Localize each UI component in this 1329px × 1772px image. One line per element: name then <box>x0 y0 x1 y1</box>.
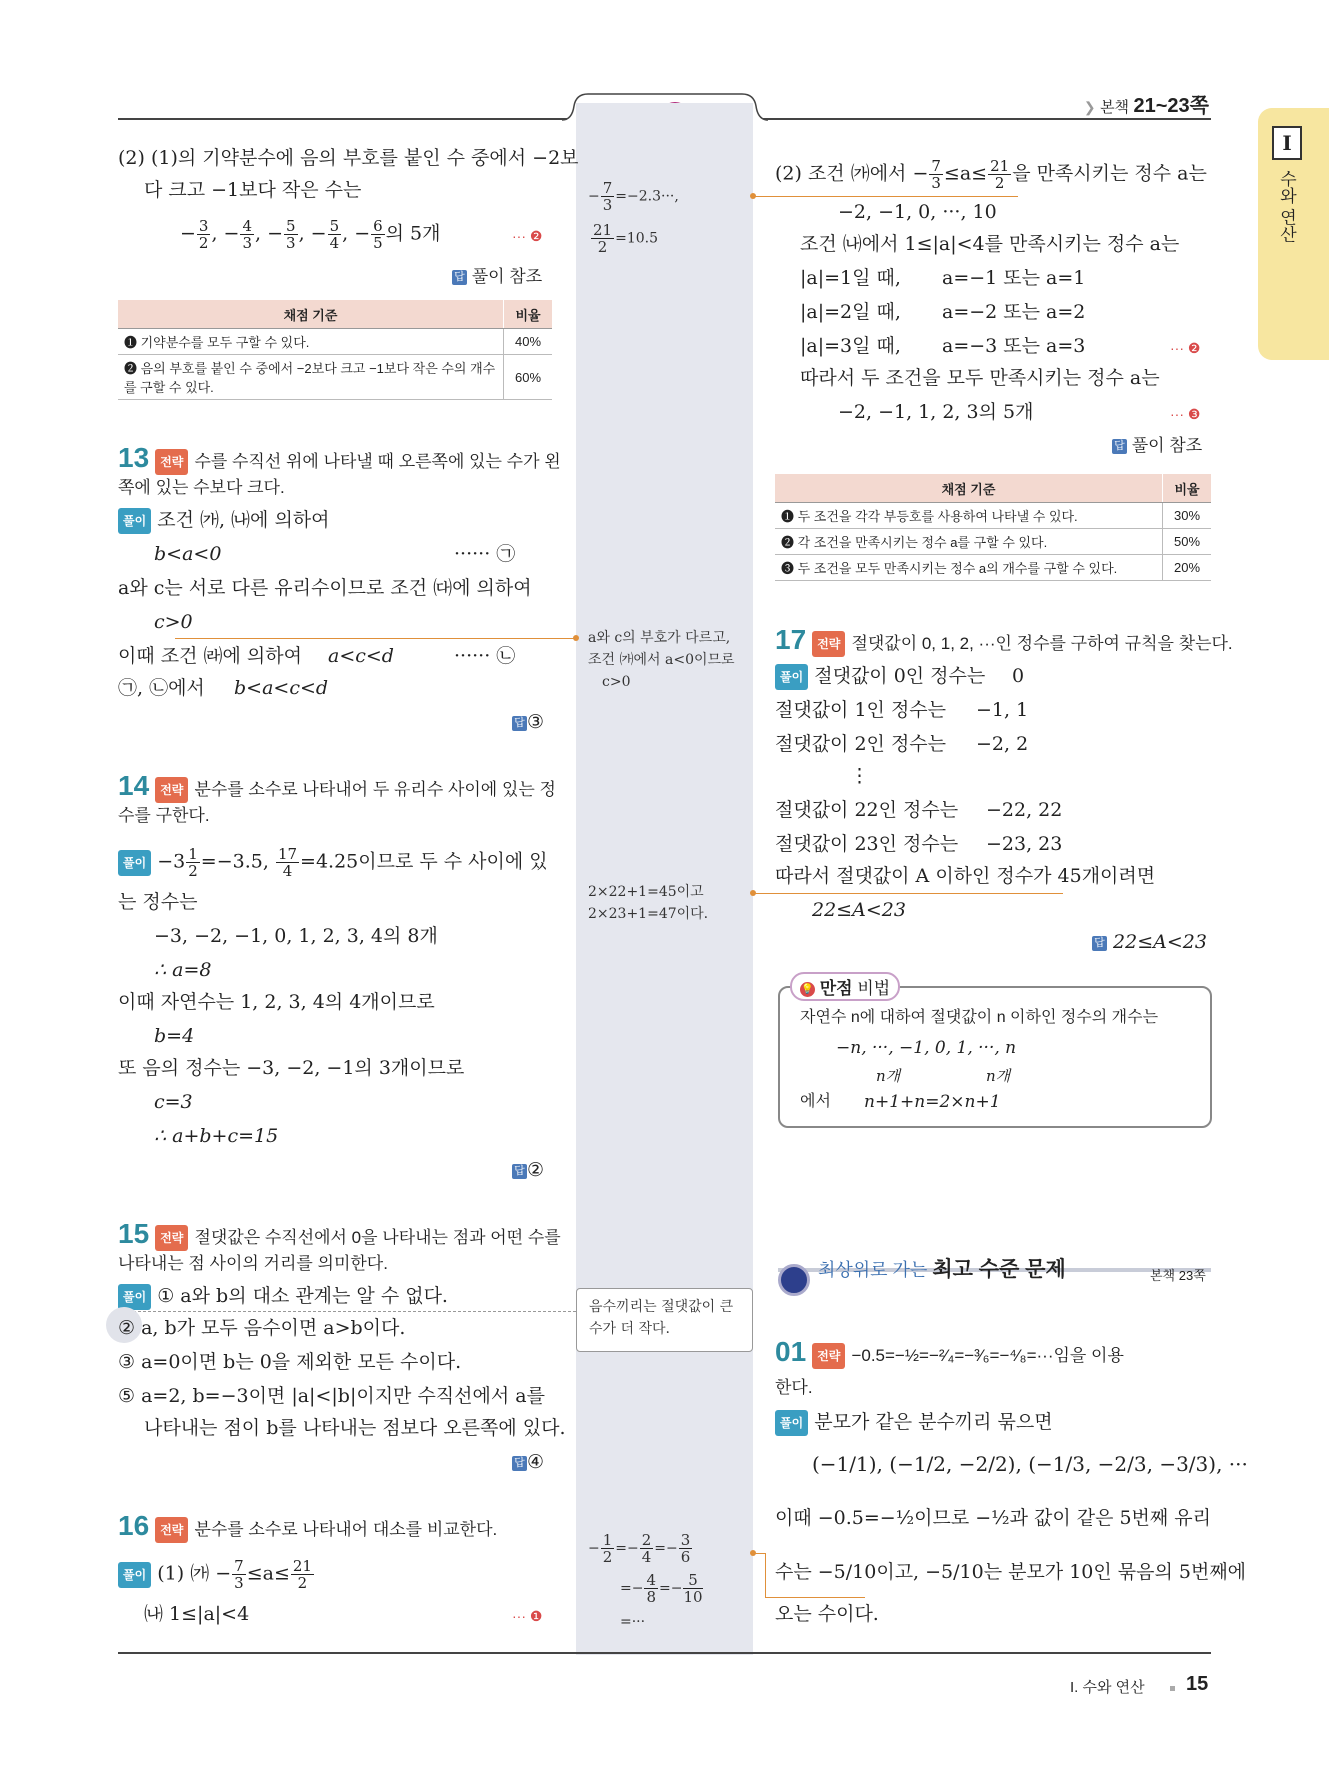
solution-tag: 풀이 <box>118 1284 151 1310</box>
answer-icon: 답 <box>1092 936 1107 951</box>
page-reference: ❯ 본책 21~23쪽 <box>1083 95 1209 117</box>
p17-row2-val: −2, 2 <box>976 733 1029 755</box>
section-title: 최상위로 가는 최고 수준 문제 <box>818 1258 1066 1281</box>
p14-title: 14 전략 분수를 소수로 나타내어 두 유리수 사이에 있는 정 <box>118 770 556 801</box>
connector-01c <box>765 1597 865 1598</box>
p01-l3: 이때 −0.5=−½이므로 −½과 값이 같은 5번째 유리 <box>775 1507 1212 1529</box>
strategy-tag: 전략 <box>812 631 845 657</box>
p13-title2: 쪽에 있는 수보다 크다. <box>118 478 285 497</box>
strategy-tag: 전략 <box>155 449 188 475</box>
tip-l3a: 에서 <box>800 1093 831 1110</box>
side-note-3b: 2×23+1=47이다. <box>588 906 709 922</box>
p17-l8: 22≤A<23 <box>812 899 906 921</box>
connector-dot <box>750 193 756 199</box>
answer-icon: 답 <box>512 716 527 731</box>
strategy-tag: 전략 <box>812 1343 845 1369</box>
side-note-1: − $\frac{7}{3}$ =−2.3···, <box>588 179 679 214</box>
p16-mark: ··· ❶ <box>512 1608 543 1624</box>
chapter-tab[interactable] <box>1258 108 1329 360</box>
p16b-l6b: a=−3 또는 a=3 <box>942 335 1086 357</box>
p12-line1: (2) (1)의 기약분수에 음의 부호를 붙인 수 중에서 −2보 <box>118 147 579 169</box>
side-note-5c: =··· <box>620 1614 646 1630</box>
chapter-title: 수와 연산 <box>1277 170 1296 243</box>
tip-l2: −n, ···, −1, 0, 1, ···, n <box>836 1038 1017 1058</box>
p13-l4: c>0 <box>154 611 193 633</box>
p16b-l2: −2, −1, 0, ···, 10 <box>838 201 997 223</box>
p16-l2: ㈏ 1≤|a|<4 <box>144 1603 250 1625</box>
p16b-l6a: |a|=3일 때, <box>800 335 901 357</box>
p12-line2: 다 크고 −1보다 작은 수는 <box>144 179 362 201</box>
connector-13 <box>175 638 577 639</box>
lightbulb-icon: 💡 <box>801 984 814 996</box>
answer-icon: 답 <box>452 270 467 285</box>
grading-table-1: 채점 기준 비율 ❶ 기약분수를 모두 구할 수 있다. 40% ❷ 음의 부호를 붙인 수 중에서 −2보다 크고 −1보다 작은 수의 개수를 구할 수 있다. 60% <box>118 300 552 400</box>
p16b-ref: 답 풀이 참조 <box>1112 434 1202 458</box>
p14-l2: 는 정수는 <box>118 891 198 913</box>
strategy-tag: 전략 <box>155 1225 188 1251</box>
p17-title: 17 전략 절댓값이 0, 1, 2, ···인 정수를 구하여 규칙을 찾는다. <box>775 624 1233 655</box>
p17-answer: 답 22≤A<23 <box>1092 930 1207 954</box>
connector-dot <box>750 1550 756 1556</box>
p12-mark: ··· ❷ <box>512 228 543 244</box>
p15-l4: ⑤ a=2, b=−3이면 |a|<|b|이지만 수직선에서 a를 <box>118 1385 545 1407</box>
connector-16a <box>753 196 1018 197</box>
tip-under2: n개 <box>986 1067 1011 1085</box>
p01-title2: 한다. <box>775 1378 813 1397</box>
p15-l5: 나타내는 점이 b를 나타내는 점보다 오른쪽에 있다. <box>144 1417 566 1439</box>
solution-tag: 풀이 <box>118 508 151 534</box>
section-ref: 본책 23쪽 <box>1150 1268 1206 1283</box>
p14-l7: 또 음의 정수는 −3, −2, −1의 3개이므로 <box>118 1057 465 1079</box>
tip-l3b: n+1+n=2×n+1 <box>864 1092 1001 1112</box>
table-row: ❷ 각 조건을 만족시키는 정수 a를 구할 수 있다. 50% <box>775 529 1211 555</box>
p14-l1: 풀이 −3 $\frac{1}{2}$ =−3.5, $\frac{17}{4}$ =4.25이므로 두 수 사이에 있 <box>118 846 548 879</box>
chapter-roman: I <box>1272 126 1302 160</box>
p17-ellipsis: ⋮ <box>850 765 869 787</box>
p12-ref: 답 풀이 참조 <box>452 265 542 289</box>
chevron-right-icon: ❯ <box>1083 99 1096 115</box>
p13-l6a: ㉠, ㉡에서 <box>118 677 205 699</box>
side-note-1b: $\frac{21}{2}$ =10.5 <box>593 221 658 256</box>
p16b-l4a: |a|=1일 때, <box>800 267 901 289</box>
p14-l5: 이때 자연수는 1, 2, 3, 4의 4개이므로 <box>118 991 435 1013</box>
p15-answer: 답 ④ <box>512 1450 544 1474</box>
p17-row1: 절댓값이 1인 정수는 <box>775 699 946 721</box>
tip-under1: n개 <box>876 1067 901 1085</box>
p01-title: 01 전략 −0.5=−½=−²⁄₄=−³⁄₆=−⁴⁄₈=···임을 이용 <box>775 1336 1124 1367</box>
p16b-l5b: a=−2 또는 a=2 <box>942 301 1086 323</box>
p17-row1-val: −1, 1 <box>976 699 1029 721</box>
p13-l5a: 이때 조건 ㈑에 의하여 <box>118 645 302 667</box>
p17-row0-val: 0 <box>1012 665 1025 687</box>
solution-tag: 풀이 <box>775 1410 808 1436</box>
p14-l9: ∴ a+b+c=15 <box>154 1125 279 1147</box>
connector-15 <box>118 1311 576 1312</box>
p17-row2: 절댓값이 2인 정수는 <box>775 733 946 755</box>
p17-row5-val: −23, 23 <box>986 833 1063 855</box>
side-note-5: − $\frac{1}{2}$ =− $\frac{2}{4}$ =− $\frac{3}{6}$ <box>588 1531 691 1566</box>
p16b-mark2: ··· ❷ <box>1170 340 1201 356</box>
p13-title: 13 전략 수를 수직선 위에 나타낼 때 오른쪽에 있는 수가 왼 <box>118 442 561 473</box>
p15-l2: ② a, b가 모두 음수이면 a>b이다. <box>118 1317 406 1339</box>
p17-l7: 따라서 절댓값이 A 이하인 정수가 45개이려면 <box>775 865 1156 887</box>
p01-l4: 수는 −5/10이고, −5/10는 분모가 10인 묶음의 5번째에 <box>775 1561 1247 1583</box>
side-note-4-box: 음수끼리는 절댓값이 큰 수가 더 작다. <box>576 1288 753 1352</box>
p16-l1: 풀이 (1) ㈎ − $\frac{7}{3}$ ≤a≤ $\frac{21}{2}$ <box>118 1558 315 1591</box>
p13-l2: b<a<0 <box>154 543 222 565</box>
strategy-tag: 전략 <box>155 1517 188 1543</box>
p16b-l5a: |a|=2일 때, <box>800 301 901 323</box>
p14-title2: 수를 구한다. <box>118 806 210 825</box>
p15-title2: 나타내는 점 사이의 거리를 의미한다. <box>118 1254 388 1273</box>
p01-l5: 오는 수이다. <box>775 1603 879 1625</box>
p13-l5-mark: ······ ㉡ <box>454 645 516 667</box>
p01-l1: 풀이 분모가 같은 분수끼리 묶으면 <box>775 1410 1053 1436</box>
answer-icon: 답 <box>512 1164 527 1179</box>
side-note-5b: =− $\frac{4}{8}$ =− $\frac{5}{10}$ <box>620 1571 703 1606</box>
answer-icon: 답 <box>512 1456 527 1471</box>
side-note-2a: a와 c의 부호가 다르고, <box>588 630 731 646</box>
connector-01b <box>765 1553 766 1597</box>
footer-chapter: I. 수와 연산 <box>1070 1679 1145 1696</box>
grading-table-2: 채점 기준 비율 ❶ 두 조건을 각각 부등호를 사용하여 나타낼 수 있다. 30% ❷ 각 조건을 만족시키는 정수 a를 구할 수 있다. 50% ❸ 두 조건을 모두 만족시키는 정수 a의 개수를 구할 수 있다. 20% <box>775 474 1211 581</box>
p16b-l3: 조건 ㈏에서 1≤|a|<4를 만족시키는 정수 a는 <box>800 233 1180 255</box>
p15-l3: ③ a=0이면 b는 0을 제외한 모든 수이다. <box>118 1351 462 1373</box>
strategy-tag: 전략 <box>155 777 188 803</box>
table-row: ❷ 음의 부호를 붙인 수 중에서 −2보다 크고 −1보다 작은 수의 개수를 구할 수 있다. 60% <box>118 355 552 400</box>
p14-l8: c=3 <box>154 1091 193 1113</box>
p13-l5b: a<c<d <box>328 645 394 667</box>
p14-l6: b=4 <box>154 1025 195 1047</box>
table-row: ❶ 기약분수를 모두 구할 수 있다. 40% <box>118 329 552 355</box>
p16b-l4b: a=−1 또는 a=1 <box>942 267 1086 289</box>
p16-title: 16 전략 분수를 소수로 나타내어 대소를 비교한다. <box>118 1510 498 1541</box>
tip-l1: 자연수 n에 대하여 절댓값이 n 이하인 정수의 개수는 <box>800 1009 1159 1026</box>
p13-l2-mark: ······ ㉠ <box>454 543 516 565</box>
side-box <box>576 103 753 1655</box>
p17-row5: 절댓값이 23인 정수는 <box>775 833 959 855</box>
solution-tag: 풀이 <box>118 850 151 876</box>
connector-dot <box>573 635 579 641</box>
table-row: ❸ 두 조건을 모두 만족시키는 정수 a의 개수를 구할 수 있다. 20% <box>775 555 1211 581</box>
solution-tag: 풀이 <box>118 1562 151 1588</box>
p13-l1: 풀이 조건 ㈎, ㈏에 의하여 <box>118 508 330 534</box>
answer-icon: 답 <box>1112 439 1127 454</box>
p14-l3: −3, −2, −1, 0, 1, 2, 3, 4의 8개 <box>154 925 438 947</box>
connector-dot <box>750 890 756 896</box>
p13-answer: 답 ③ <box>512 710 544 734</box>
p16b-mark3: ··· ❸ <box>1170 406 1201 422</box>
p13-l6b: b<a<c<d <box>234 677 329 699</box>
p14-answer: 답 ② <box>512 1158 544 1182</box>
p16b-l7: 따라서 두 조건을 모두 만족시키는 정수 a는 <box>800 367 1160 389</box>
p13-l3: a와 c는 서로 다른 유리수이므로 조건 ㈐에 의하여 <box>118 577 532 599</box>
p01-l2: (−1/1), (−1/2, −2/2), (−1/3, −2/3, −3/3), ··· <box>812 1452 1248 1476</box>
side-note-2b: 조건 ㈎에서 a<0이므로 <box>588 652 735 668</box>
solution-tag: 풀이 <box>775 664 808 690</box>
footer-square-icon <box>1170 1686 1175 1691</box>
p16b-l1: (2) 조건 ㈎에서 − $\frac{7}{3}$ ≤a≤ $\frac{21}{2}$ 을 만족시키는 정수 a는 <box>775 157 1207 192</box>
p15-l1: 풀이 ① a와 b의 대소 관계는 알 수 없다. <box>118 1284 448 1310</box>
footer-rule <box>118 1652 1211 1654</box>
p16b-l8: −2, −1, 1, 2, 3의 5개 <box>838 401 1034 423</box>
section-bullet-icon <box>778 1264 810 1296</box>
p17-row0: 풀이 절댓값이 0인 정수는 <box>775 664 985 690</box>
table-row: ❶ 두 조건을 각각 부등호를 사용하여 나타낼 수 있다. 30% <box>775 503 1211 529</box>
side-note-3a: 2×22+1=45이고 <box>588 884 704 900</box>
p12-line3: − $\frac{3}{2}$ , − $\frac{4}{3}$ , − $\frac{5}{3}$ , − $\frac{5}{4}$ , − $\frac{6}{5}$ 의 5개 <box>180 217 441 252</box>
tip-title: 💡 만점 비법 <box>790 972 900 1001</box>
side-note-2c: c>0 <box>602 674 631 690</box>
p14-l4: ∴ a=8 <box>154 959 212 981</box>
connector-17 <box>753 893 1063 894</box>
p15-title: 15 전략 절댓값은 수직선에서 0을 나타내는 점과 어떤 수를 <box>118 1218 561 1249</box>
footer-page-number: 15 <box>1186 1673 1209 1695</box>
p17-row4: 절댓값이 22인 정수는 <box>775 799 959 821</box>
p17-row4-val: −22, 22 <box>986 799 1063 821</box>
